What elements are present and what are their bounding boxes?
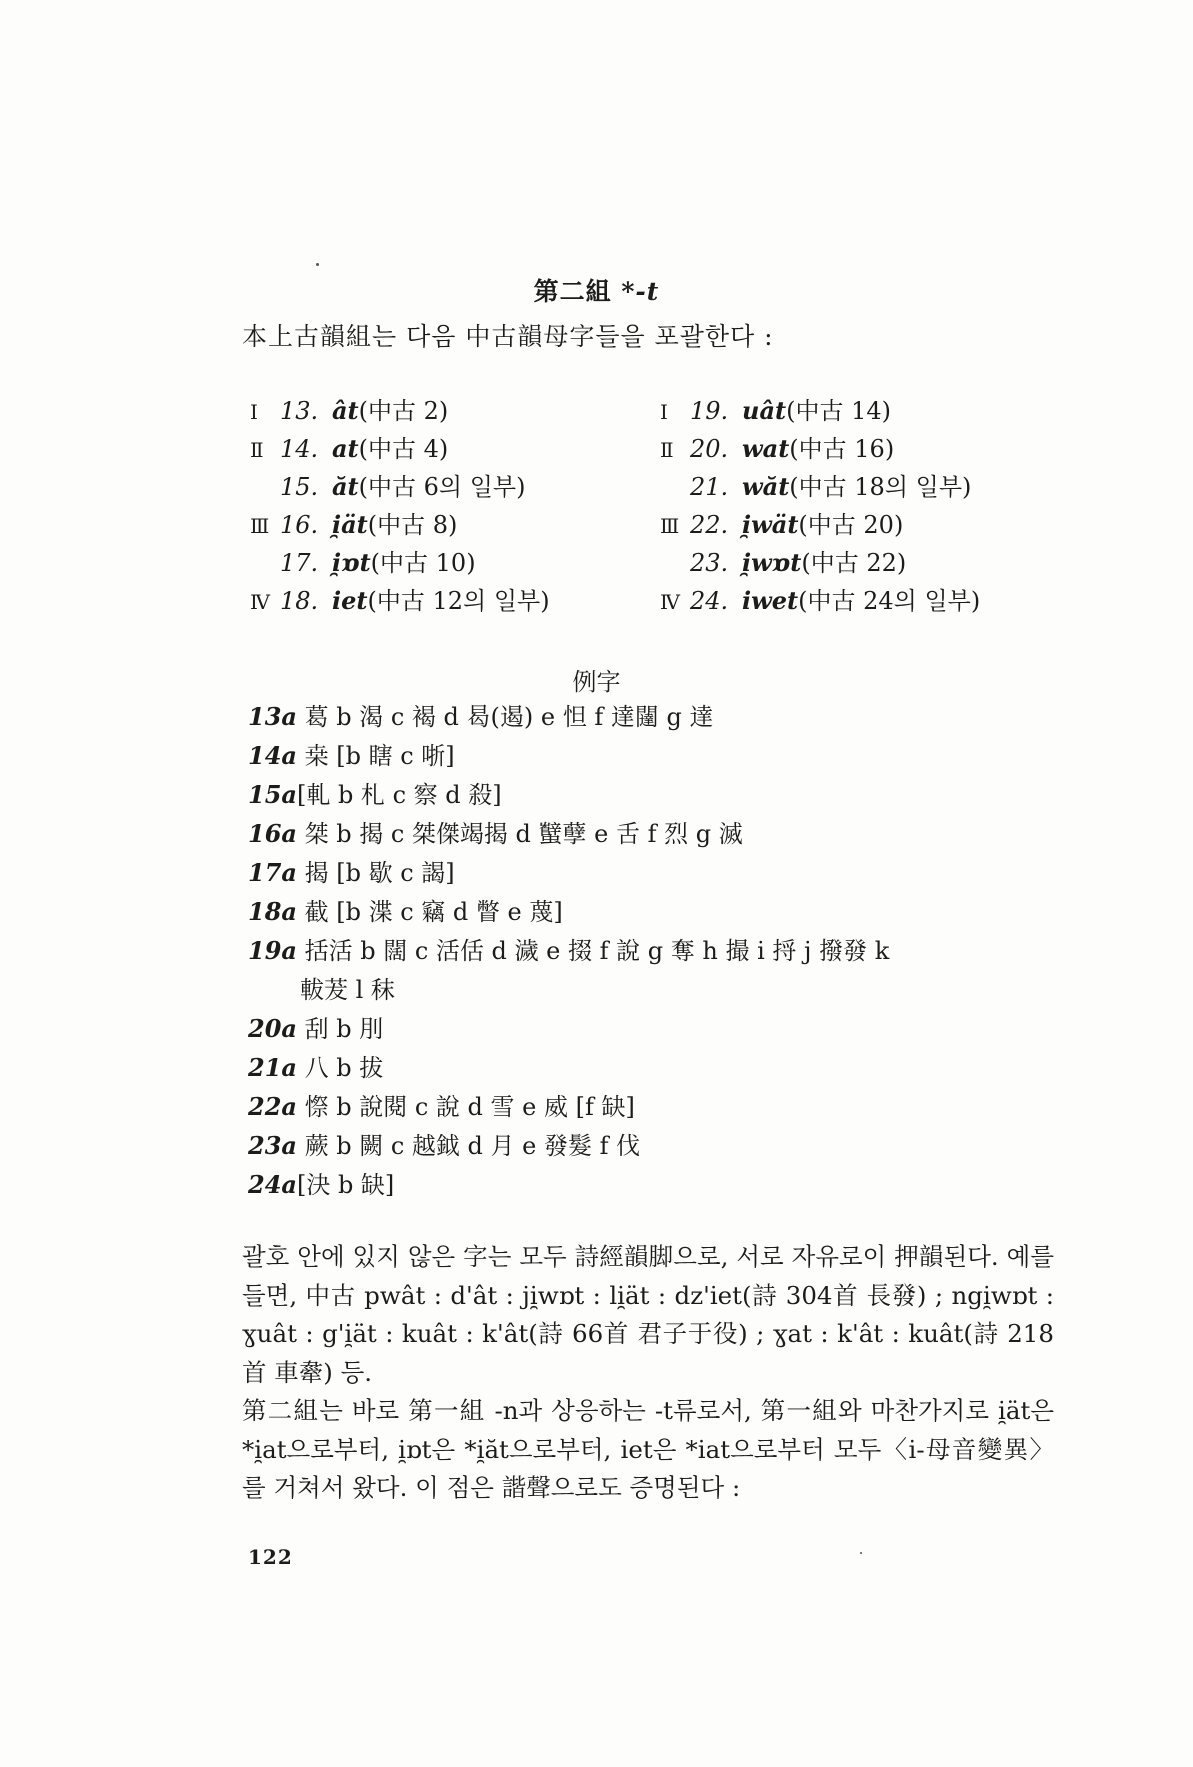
example-label: 19a — [248, 936, 297, 965]
rime-division: Ⅱ — [660, 438, 674, 462]
example-text: [決 b 缺] — [296, 1171, 395, 1199]
rime-item — [660, 430, 894, 468]
example-line — [248, 892, 1068, 931]
rime-value: at — [332, 434, 359, 463]
rime-number: 13. — [280, 397, 319, 425]
example-label: 22a — [248, 1092, 297, 1121]
rime-item — [660, 544, 906, 582]
example-line — [248, 1165, 1068, 1204]
rime-number: 19. — [690, 397, 729, 425]
rime-number: 18. — [280, 587, 319, 615]
example-text: 揭 [b 歇 c 謁] — [296, 859, 455, 887]
example-text: 葛 b 渴 c 褐 d 曷(遏) e 怛 f 達闥 g 達 — [296, 703, 714, 731]
section-heading — [0, 272, 1193, 308]
example-label: 13a — [248, 702, 297, 731]
rime-division: Ⅳ — [660, 590, 680, 614]
example-line-continued — [248, 970, 1068, 1009]
rime-number: 23. — [690, 549, 729, 577]
rime-number: 22. — [690, 511, 729, 539]
example-text: 桒 [b 瞎 c 哳] — [296, 742, 455, 770]
example-text: 軷茇 l 秣 — [300, 976, 395, 1004]
rime-item — [250, 392, 448, 430]
example-text: 刮 b 刖 — [296, 1015, 384, 1043]
rime-value: i̯wɒt — [742, 548, 802, 577]
rime-value: i̯wät — [742, 510, 799, 539]
example-text: 蕨 b 闕 c 越鉞 d 月 e 發髮 f 伐 — [296, 1132, 641, 1160]
rime-note: (中古 18의 일부) — [789, 473, 972, 501]
examples-list — [248, 697, 1068, 1204]
example-text: 截 [b 渫 c 竊 d 瞥 e 蔑] — [296, 898, 563, 926]
rime-item — [660, 468, 971, 506]
example-line — [248, 1009, 1068, 1048]
body-paragraph: 第二組는 바로 第一組 -n과 상응하는 -t류로서, 第一組와 마찬가지로 i̯ät은 *i̯at으로부터, i̯ɒt은 *i̯ăt으로부터, iet은 *iat으로부터 모두〈i-母音變異〉를 거쳐서 왔다. 이 점은 諧聲으로도 증명된다 : — [242, 1396, 1054, 1502]
rime-note: (中古 2) — [358, 397, 449, 425]
rime-note: (中古 12의 일부) — [367, 587, 550, 615]
example-line — [248, 775, 1068, 814]
examples-heading: 例字 — [572, 668, 621, 696]
rime-division: Ⅰ — [250, 400, 258, 424]
rime-number: 24. — [690, 587, 729, 615]
example-label: 23a — [248, 1131, 297, 1160]
example-line — [248, 814, 1068, 853]
rime-value: wăt — [742, 472, 790, 501]
rime-number: 14. — [280, 435, 319, 463]
rime-value: iwet — [742, 586, 799, 615]
rime-value: i̯ɒt — [332, 548, 371, 577]
scan-speck — [860, 1552, 862, 1554]
rime-item — [250, 468, 525, 506]
example-label: 24a — [248, 1170, 297, 1199]
example-label: 16a — [248, 819, 297, 848]
rime-item — [250, 506, 457, 544]
example-line — [248, 1048, 1068, 1087]
rime-item — [250, 582, 550, 620]
example-line — [248, 931, 1068, 970]
body-paragraph: 괄호 안에 있지 않은 字는 모두 詩經韻脚으로, 서로 자유로이 押韻된다. 예를 들면, 中古 pwât : d'ât : ji̯wɒt : li̯ät : dz'iet(詩 304首 長發) ; ngi̯wɒt : ɣuât : g'i̯ät : kuât : k'ât(詩 66首 君子于役) ; ɣat : k'ât : kuât(詩 218首 車舝) 등. — [242, 1242, 1054, 1387]
rime-value: ăt — [332, 472, 359, 501]
rime-value: wat — [742, 434, 790, 463]
section-heading-final: *-t — [621, 277, 660, 306]
rime-item — [660, 392, 891, 430]
rime-value: ât — [332, 396, 359, 425]
rime-number: 20. — [690, 435, 729, 463]
page-number: 122 — [248, 1545, 293, 1569]
example-label: 21a — [248, 1053, 297, 1082]
rime-note: (中古 8) — [367, 511, 458, 539]
example-label: 17a — [248, 858, 297, 887]
example-line — [248, 1087, 1068, 1126]
example-label: 20a — [248, 1014, 297, 1043]
example-label: 14a — [248, 741, 297, 770]
rime-note: (中古 20) — [798, 511, 904, 539]
rime-division: Ⅲ — [250, 514, 270, 538]
example-text: 括活 b 闊 c 活佸 d 濊 e 掇 f 說 g 奪 h 撮 i 捋 j 撥發 k — [296, 937, 890, 965]
rime-number: 16. — [280, 511, 319, 539]
rime-item — [250, 430, 448, 468]
example-text: 桀 b 揭 c 桀傑竭揭 d 蠥孽 e 舌 f 烈 g 滅 — [296, 820, 743, 848]
rime-division: Ⅲ — [660, 514, 680, 538]
rime-number: 21. — [690, 473, 729, 501]
scan-speck — [316, 263, 319, 266]
rime-note: (中古 22) — [801, 549, 907, 577]
rime-note: (中古 24의 일부) — [798, 587, 981, 615]
example-text: 八 b 拔 — [296, 1054, 384, 1082]
rime-note: (中古 4) — [358, 435, 449, 463]
example-label: 15a — [248, 780, 297, 809]
rime-value: iet — [332, 586, 368, 615]
rime-note: (中古 6의 일부) — [358, 473, 526, 501]
rime-number: 15. — [280, 473, 319, 501]
rime-value: uât — [742, 396, 787, 425]
rime-division: Ⅱ — [250, 438, 264, 462]
rime-number: 17. — [280, 549, 319, 577]
example-text: [軋 b 札 c 察 d 殺] — [296, 781, 502, 809]
intro-sentence: 本上古韻組는 다음 中古韻母字들을 포괄한다 : — [242, 322, 774, 351]
example-text: 憏 b 說閱 c 說 d 雪 e 威 [f 缺] — [296, 1093, 635, 1121]
rime-list — [250, 392, 1010, 622]
rime-note: (中古 10) — [370, 549, 476, 577]
rime-division: Ⅳ — [250, 590, 270, 614]
example-line — [248, 697, 1068, 736]
rime-division: Ⅰ — [660, 400, 668, 424]
rime-value: i̯ät — [332, 510, 368, 539]
example-line — [248, 853, 1068, 892]
rime-item — [660, 582, 980, 620]
example-line — [248, 736, 1068, 775]
rime-item — [250, 544, 476, 582]
example-line — [248, 1126, 1068, 1165]
rime-note: (中古 16) — [789, 435, 895, 463]
section-heading-title: 第二組 — [533, 277, 612, 306]
example-label: 18a — [248, 897, 297, 926]
rime-item — [660, 506, 903, 544]
rime-note: (中古 14) — [786, 397, 891, 425]
